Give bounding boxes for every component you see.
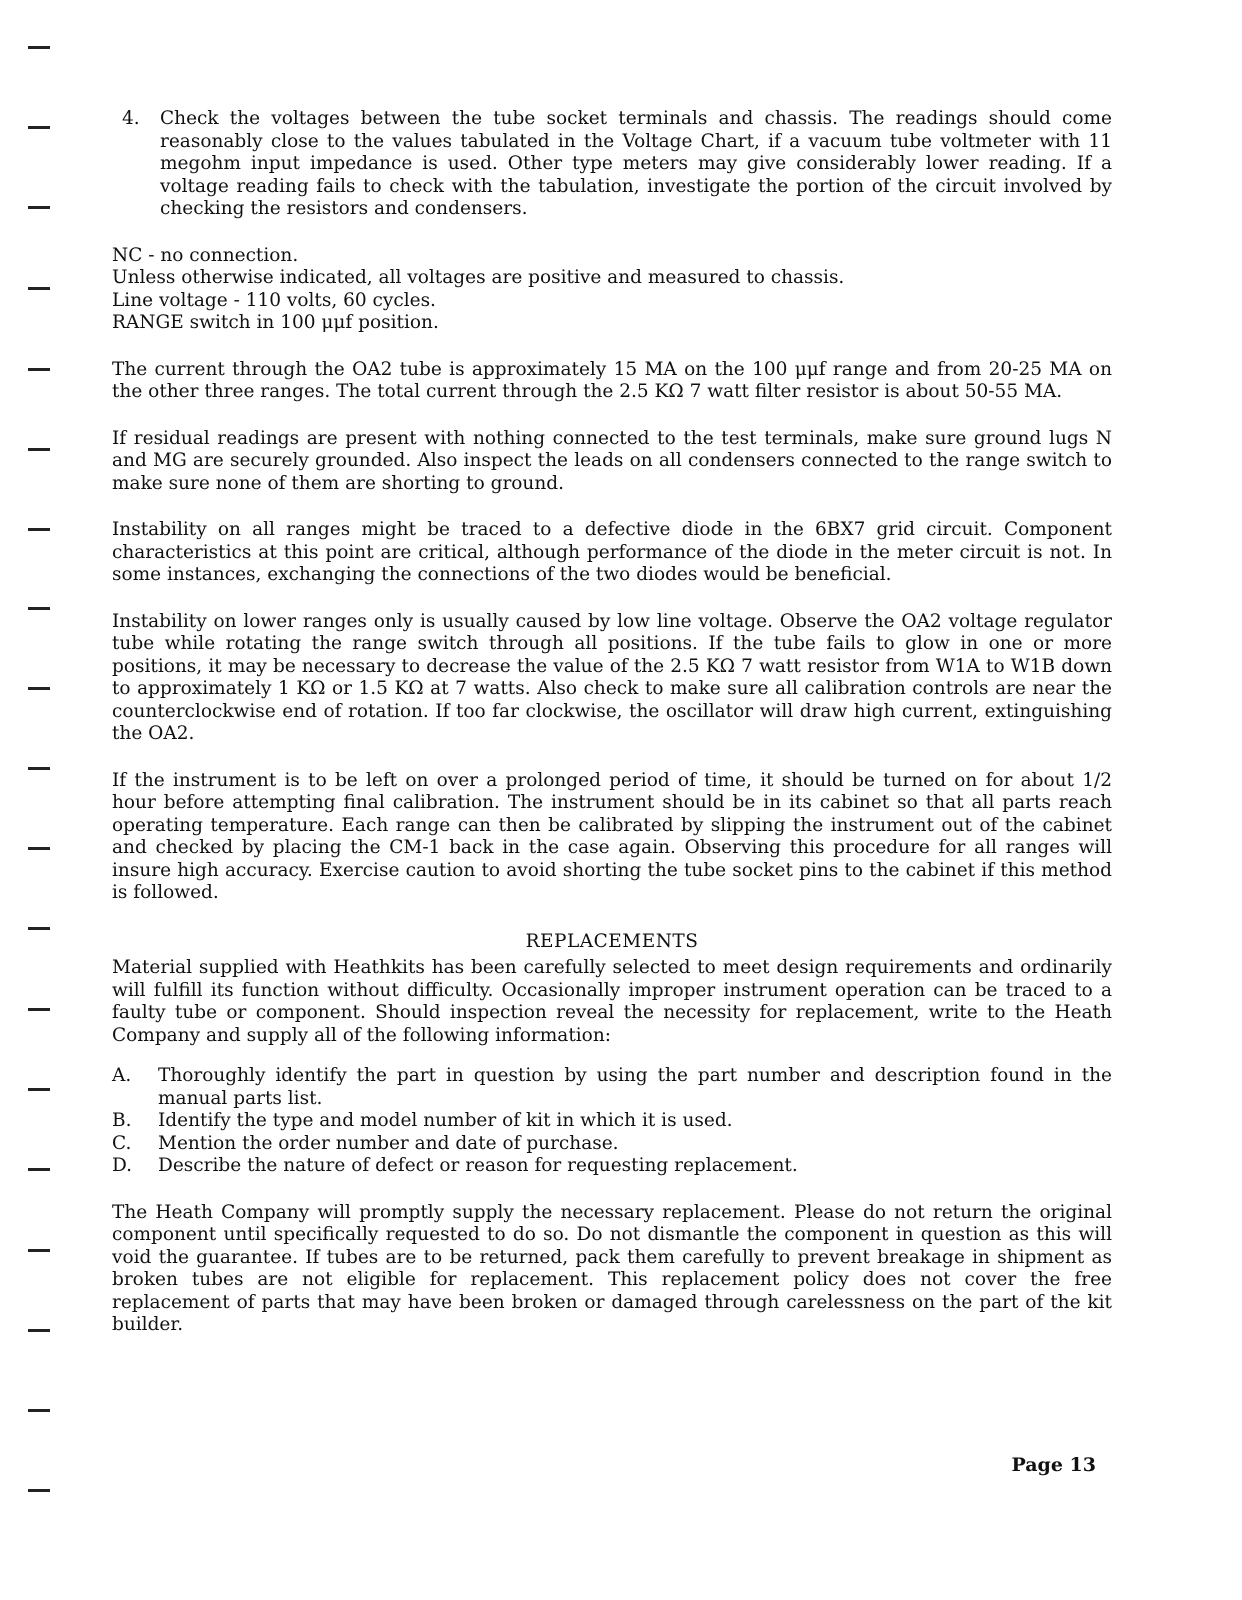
edge-mark <box>28 368 50 371</box>
edge-mark <box>28 206 50 209</box>
list-letter: D. <box>112 1155 133 1176</box>
list-text: Thoroughly identify the part in question by using the part number and description found in the manual parts list. <box>158 1065 1112 1109</box>
edge-mark <box>28 767 50 770</box>
note-line: Line voltage - 110 volts, 60 cycles. <box>112 289 436 311</box>
list-item <box>112 1155 1112 1178</box>
edge-mark <box>28 687 50 690</box>
replacements-closing: The Heath Company will promptly supply the necessary replacement. Please do not return the original component until specifically requested to do so. Do not dismantle the component in question as this will void the guarantee. If tubes are to be returned, pack them carefully to prevent breakage in shipment as broken tubes are not eligible for replacement. This replacement policy does not cover the free replacement of parts that may have been broken or damaged through carelessness on the part of the kit builder. <box>112 1201 1112 1335</box>
edge-mark <box>28 607 50 610</box>
section-heading-replacements: REPLACEMENTS <box>525 930 699 952</box>
note-line: NC - no connection. <box>112 244 299 266</box>
paragraph-residual-readings: If residual readings are present with nothing connected to the test terminals, make sure ground lugs N and MG are securely grounded. Also inspect the leads on all condensers connected to the range switch to make sure none of them are shorting to ground. <box>112 427 1112 494</box>
list-text: Describe the nature of defect or reason for requesting replacement. <box>158 1155 798 1176</box>
edge-mark <box>28 46 50 49</box>
list-letter: A. <box>112 1065 132 1086</box>
replacements-intro: Material supplied with Heathkits has been carefully selected to meet design requirements and ordinarily will fulfill its function without difficulty. Occasionally improper instrument operation can be traced to a faulty tube or component. Should inspection reveal the necessity for replacement, write to the Heath Company and supply all of the following information: <box>112 957 1112 1046</box>
step-text: Check the voltages between the tube socket terminals and chassis. The readings should come reasonably close to the values tabulated in the Voltage Chart, if a vacuum tube voltmeter with 11 megohm input impedance is used. Other type meters may give considerably lower reading. If a voltage reading fails to check with the tabulation, investigate the portion of the circuit involved by checking the resistors and condensers. <box>160 108 1112 219</box>
paragraph-oa2-current: The current through the OA2 tube is approximately 15 MA on the 100 μμf range and from 20-25 MA on the other three ranges. The total current through the 2.5 KΩ 7 watt filter resistor is about 50-55 MA. <box>112 358 1112 402</box>
edge-mark <box>28 927 50 930</box>
page-body <box>112 108 1112 1337</box>
list-item <box>112 1133 1112 1156</box>
edge-mark <box>28 1008 50 1011</box>
list-item <box>112 1065 1112 1110</box>
edge-mark <box>28 1489 50 1492</box>
page-number: Page 13 <box>1011 1454 1096 1476</box>
edge-mark <box>28 126 50 129</box>
edge-mark <box>28 448 50 451</box>
voltage-notes <box>112 245 1112 335</box>
paragraph-instability-all: Instability on all ranges might be traced to a defective diode in the 6BX7 grid circuit. Component characteristics at this point are critical, although performance of the diode in the meter circuit is not. In some instances, exchanging the connections of the two diodes would be beneficial. <box>112 519 1112 585</box>
list-letter: B. <box>112 1110 132 1131</box>
list-letter: C. <box>112 1132 132 1154</box>
edge-mark <box>28 1168 50 1171</box>
note-line: Unless otherwise indicated, all voltages are positive and measured to chassis. <box>112 267 845 288</box>
edge-mark <box>28 287 50 290</box>
note-line: RANGE switch in 100 μμf position. <box>112 312 439 333</box>
edge-mark <box>28 847 50 850</box>
list-text: Mention the order number and date of purchase. <box>158 1132 619 1154</box>
edge-mark <box>28 1249 50 1252</box>
list-item <box>112 1110 1112 1133</box>
step-number: 4. <box>122 108 140 129</box>
edge-mark <box>28 1088 50 1091</box>
paragraph-calibration: If the instrument is to be left on over a prolonged period of time, it should be turned on for about 1/2 hour before attempting final calibration. The instrument should be in its cabinet so that all parts reach operating temperature. Each range can then be calibrated by slipping the instrument out of the cabinet and checked by placing the CM-1 back in the case again. Observing this procedure for all ranges will insure high accuracy. Exercise caution to avoid shorting the tube socket pins to the cabinet if this method is followed. <box>112 769 1112 903</box>
list-text: Identify the type and model number of kit in which it is used. <box>158 1110 733 1131</box>
edge-mark <box>28 1409 50 1412</box>
edge-mark <box>28 528 50 531</box>
edge-mark <box>28 1329 50 1332</box>
replacement-info-list <box>112 1065 1112 1178</box>
paragraph-instability-lower: Instability on lower ranges only is usually caused by low line voltage. Observe the OA2 voltage regulator tube while rotating the range switch through all positions. If the tube fails to glow in one or more positions, it may be necessary to decrease the value of the 2.5 KΩ 7 watt resistor from W1A to W1B down to approximately 1 KΩ or 1.5 KΩ at 7 watts. Also check to make sure all calibration controls are near the counterclockwise end of rotation. If too far clockwise, the oscillator will draw high current, extinguishing the OA2. <box>112 610 1112 744</box>
step-4 <box>112 108 1112 221</box>
